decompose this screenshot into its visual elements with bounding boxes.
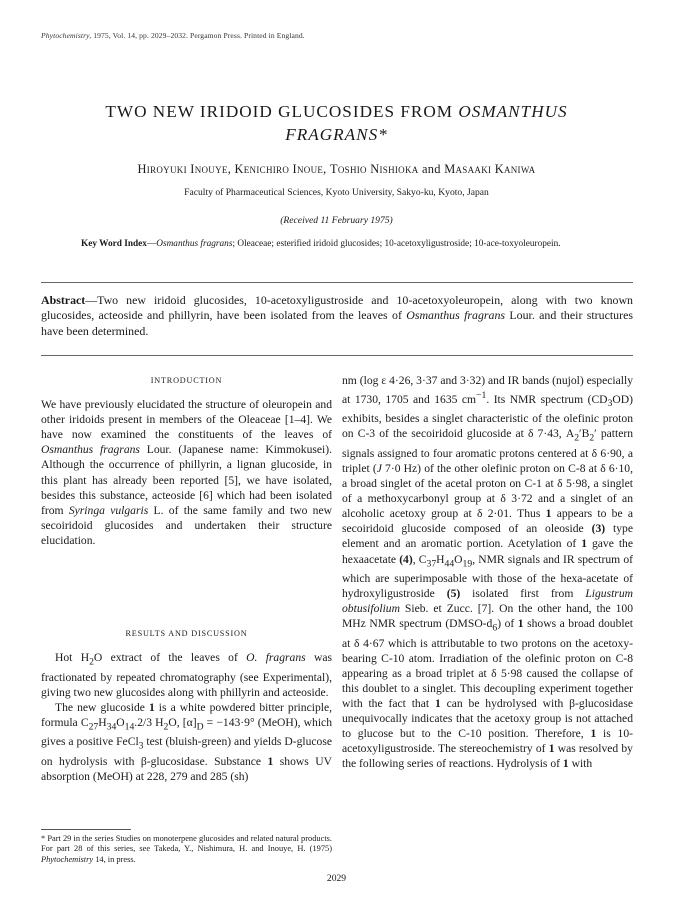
intro-heading: INTRODUCTION	[150, 376, 223, 385]
intro-section	[41, 373, 332, 548]
divider-bottom	[41, 355, 633, 356]
intro-paragraph: We have previously elucidated the structure of oleuropein and other iridoids present in members of the Oleaceae [1–4]. We have now examined the constituents of the leaves of Osmanthus fragrans Lour. (Japanese name: Kimmokusei). Although the occurrence of phillyrin, a lignan glucoside, in this plant has already been reported [5], we have isolated, besides this substance, acteoside [6] which had been isolated from Syringa vulgaris L. of the same family and two new secoiridoid glucosides and undertaken their structure elucidation.	[41, 398, 332, 547]
divider-top	[41, 282, 633, 283]
footnote: * Part 29 in the series Studies on monoterpene glucosides and related natural products. For part 28 of this series, see Takeda, Y., Nishimura, H. and Inouye, H. (1975) Phytochemistry 14, in press.	[41, 834, 332, 864]
keyword-index: Key Word Index—Osmanthus fragrans; Oleaceae; esterified iridoid glucosides; 10-acetoxyligustroside; 10-ace-toxyoleuropein.	[81, 239, 561, 249]
affiliation: Faculty of Pharmaceutical Sciences, Kyoto University, Sakyo-ku, Kyoto, Japan	[184, 187, 489, 198]
results-section	[41, 626, 332, 784]
received-date: (Received 11 February 1975)	[280, 215, 393, 226]
journal-citation: Phytochemistry, 1975, Vol. 14, pp. 2029–2032. Pergamon Press. Printed in England.	[41, 31, 305, 40]
right-column-paragraph: nm (log ε 4·26, 3·37 and 3·32) and IR bands (nujol) especially at 1730, 1705 and 1635 $cm^{-1}$. Its NMR spectrum $(CD_3OD)$ exhibits, besides a singlet characteristic of the olefinic proton on C-3 of the secoiridoid glucoside at δ 7·43, $A_2'B_2'$ pattern signals assigned to four aromatic protons centered at δ 6·90, a triplet (J 7·0 Hz) of the other olefinic proton on C-8 at δ 6·10, a broad singlet of the acetal proton on C-1 at δ 5·98, a singlet of a methoxycarbonyl group at δ 3·72 and a singlet of an alcoholic acetoxy group at δ 2·01. Thus 1 appears to be a secoiridoid glucoside composed of an oleoside (3) type element and an aromatic portion. Acetylation of 1 gave the hexaacetate (4), $C_{37}H_{44}O_{19}$, NMR signals and IR spectrum of which are superimposable with those of the hexa-acetate of hydroxyligustroside (5) isolated first from Ligustrum obtusifolium Sieb. et Zucc. [7]. On the other hand, the 100 MHz NMR spectrum $(DMSO-d_6)$ of 1 shows a broad doublet at δ 4·67 which is attributable to two protons on the acetoxy-bearing C-10 atom. Irradiation of the olefinic proton on C-8 appearing as a broad triplet at δ 5·98 caused the collapse of this doublet to a singlet. This decoupling experiment together with the fact that 1 can be hydrolysed with β-glucosidase unequivocally indicates that the acetoxy group is not attached to glucose but to the C-10 position. Therefore, 1 is 10-acetoxyligustroside. The stereochemistry of 1 was resolved by the following series of reactions. Hydrolysis of 1 with	[342, 374, 634, 771]
abstract: Abstract—Two new iridoid glucosides, 10-acetoxyligustroside and 10-acetoxyoleuropein, along with two known glucosides, acteoside and phillyrin, have been isolated from the leaves of Osmanthus fragrans Lour. and their structures have been determined.	[41, 293, 633, 338]
paper-title-line2: FRAGRANS*	[285, 125, 388, 144]
page-number: 2029	[326, 873, 347, 884]
results-heading: RESULTS AND DISCUSSION	[125, 629, 248, 638]
footnote-rule	[41, 829, 131, 830]
right-column	[342, 373, 633, 771]
results-paragraph-2: The new glucoside 1 is a white powdered bitter principle, formula $C_{27}H_{34}O_{14}.2/3$ $H_2O$, $[\alpha]_D = -143\cdot 9^\circ$ (MeOH), which gives a positive FeCl$_3$ test (bluish-green) and yields D-glucose on hydrolysis with β-glucosidase. Substance 1 shows UV absorption (MeOH) at 228, 279 and 285 (sh)	[41, 700, 333, 783]
paper-title-line1: TWO NEW IRIDOID GLUCOSIDES FROM OSMANTHUS	[105, 102, 568, 121]
author-list: Hiroyuki Inouye, Kenichiro Inoue, Toshio Nishioka and Masaaki Kaniwa	[137, 162, 536, 176]
results-paragraph-1: Hot $H_2O$ extract of the leaves of O. fragrans was fractionated by repeated chromatography (see Experimental), giving two new glucosides along with phillyrin and acteoside.	[41, 651, 332, 699]
